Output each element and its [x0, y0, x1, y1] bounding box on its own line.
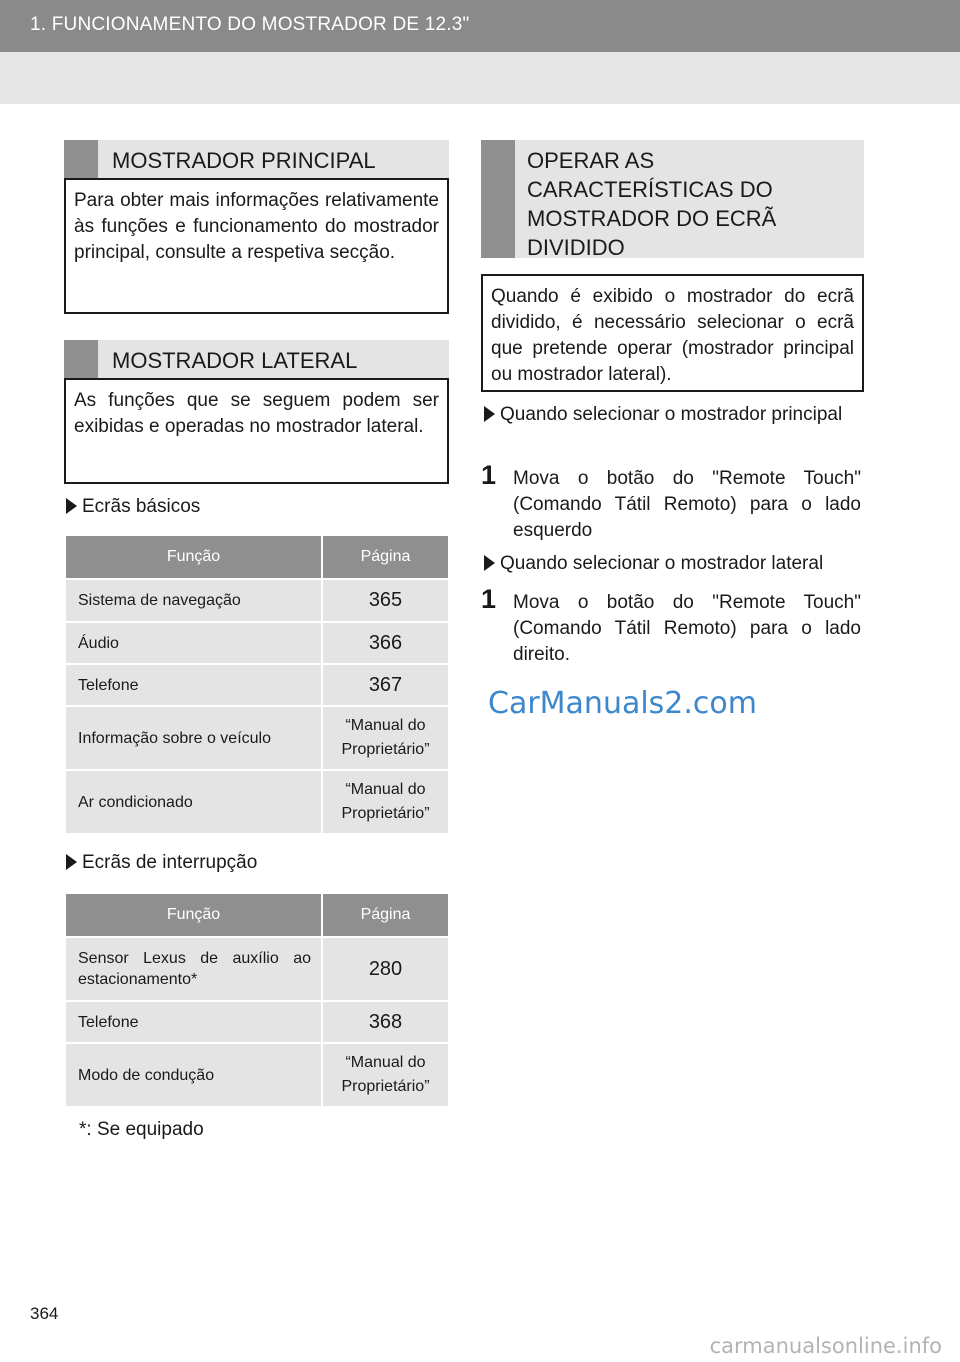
- heading-bar: [64, 340, 98, 378]
- page-cell: “Manual do Proprietário”: [323, 771, 448, 833]
- side-select-heading: Quando selecionar o mostrador lateral: [484, 551, 823, 577]
- page-cell: “Manual do Proprietário”: [323, 707, 448, 769]
- step-text: Mova o botão do "Remote Touch" (Comando Tátil Remoto) para o lado direito.: [513, 592, 861, 665]
- table-row: [66, 665, 448, 705]
- main-display-info-box: Para obter mais informações relativamente às funções e funcionamento do mostrador principal, consulte a respetiva secção.: [64, 178, 449, 314]
- page-cell: 280: [323, 938, 448, 1000]
- footer-watermark: carmanualsonline.info: [709, 1334, 942, 1358]
- table-row: [66, 1044, 448, 1106]
- main-display-title: MOSTRADOR PRINCIPAL: [112, 148, 376, 173]
- side-select-step: [481, 584, 861, 668]
- table-row: [66, 707, 448, 769]
- main-select-step: [481, 460, 861, 544]
- table-row: [66, 938, 448, 1000]
- page-cell: 365: [323, 580, 448, 621]
- step-text: Mova o botão do "Remote Touch" (Comando Tátil Remoto) para o lado esquerdo: [513, 468, 861, 541]
- split-display-info-box: Quando é exibido o mostrador do ecrã dividido, é necessário selecionar o ecrã que pretende operar (mostrador principal ou mostrador lateral).: [481, 274, 864, 392]
- side-display-title: MOSTRADOR LATERAL: [112, 348, 358, 373]
- function-cell: Sistema de navegação: [66, 580, 321, 621]
- function-cell: Telefone: [66, 665, 321, 705]
- step-number: 1: [481, 584, 497, 614]
- function-cell: Ar condicionado: [66, 771, 321, 833]
- main-display-heading: [64, 140, 449, 178]
- column-header-function: Função: [66, 894, 321, 936]
- function-cell: Modo de condução: [66, 1044, 321, 1106]
- table-header-row: [66, 894, 448, 936]
- function-cell: Sensor Lexus de auxílio ao estacionamento*: [66, 938, 321, 1000]
- side-display-info-box: As funções que se seguem podem ser exibidas e operadas no mostrador lateral.: [64, 378, 449, 484]
- page-number: 364: [30, 1304, 59, 1323]
- triangle-bullet-icon: [484, 555, 495, 571]
- watermark-logo: CarManuals2.com: [488, 686, 758, 721]
- function-cell: Áudio: [66, 623, 321, 663]
- side-display-heading: [64, 340, 449, 378]
- heading-bar: [64, 140, 98, 178]
- table-header-row: [66, 536, 448, 578]
- function-cell: Telefone: [66, 1002, 321, 1042]
- triangle-bullet-icon: [66, 498, 77, 514]
- triangle-bullet-icon: [484, 406, 495, 422]
- footnote: *: Se equipado: [79, 1119, 204, 1140]
- table-row: [66, 623, 448, 663]
- main-select-heading: Quando selecionar o mostrador principal: [484, 402, 862, 428]
- table-row: [66, 580, 448, 621]
- split-display-title: OPERAR AS CARACTERÍSTICAS DO MOSTRADOR DO ECRÃ DIVIDIDO: [527, 148, 777, 260]
- basic-screens-table: [64, 534, 450, 835]
- table-row: [66, 1002, 448, 1042]
- chapter-title: 1. FUNCIONAMENTO DO MOSTRADOR DE 12.3": [30, 14, 470, 35]
- interrupt-screens-table: [64, 892, 450, 1108]
- column-header-page: Página: [323, 536, 448, 578]
- function-cell: Informação sobre o veículo: [66, 707, 321, 769]
- interrupt-screens-heading: Ecrãs de interrupção: [66, 850, 257, 876]
- split-display-heading: [481, 140, 864, 258]
- page-cell: 368: [323, 1002, 448, 1042]
- page-cell: “Manual do Proprietário”: [323, 1044, 448, 1106]
- page-cell: 366: [323, 623, 448, 663]
- page-cell: 367: [323, 665, 448, 705]
- table-row: [66, 771, 448, 833]
- basic-screens-heading: Ecrãs básicos: [66, 494, 200, 520]
- triangle-bullet-icon: [66, 854, 77, 870]
- column-header-page: Página: [323, 894, 448, 936]
- column-header-function: Função: [66, 536, 321, 578]
- heading-bar: [481, 140, 515, 258]
- step-number: 1: [481, 460, 497, 490]
